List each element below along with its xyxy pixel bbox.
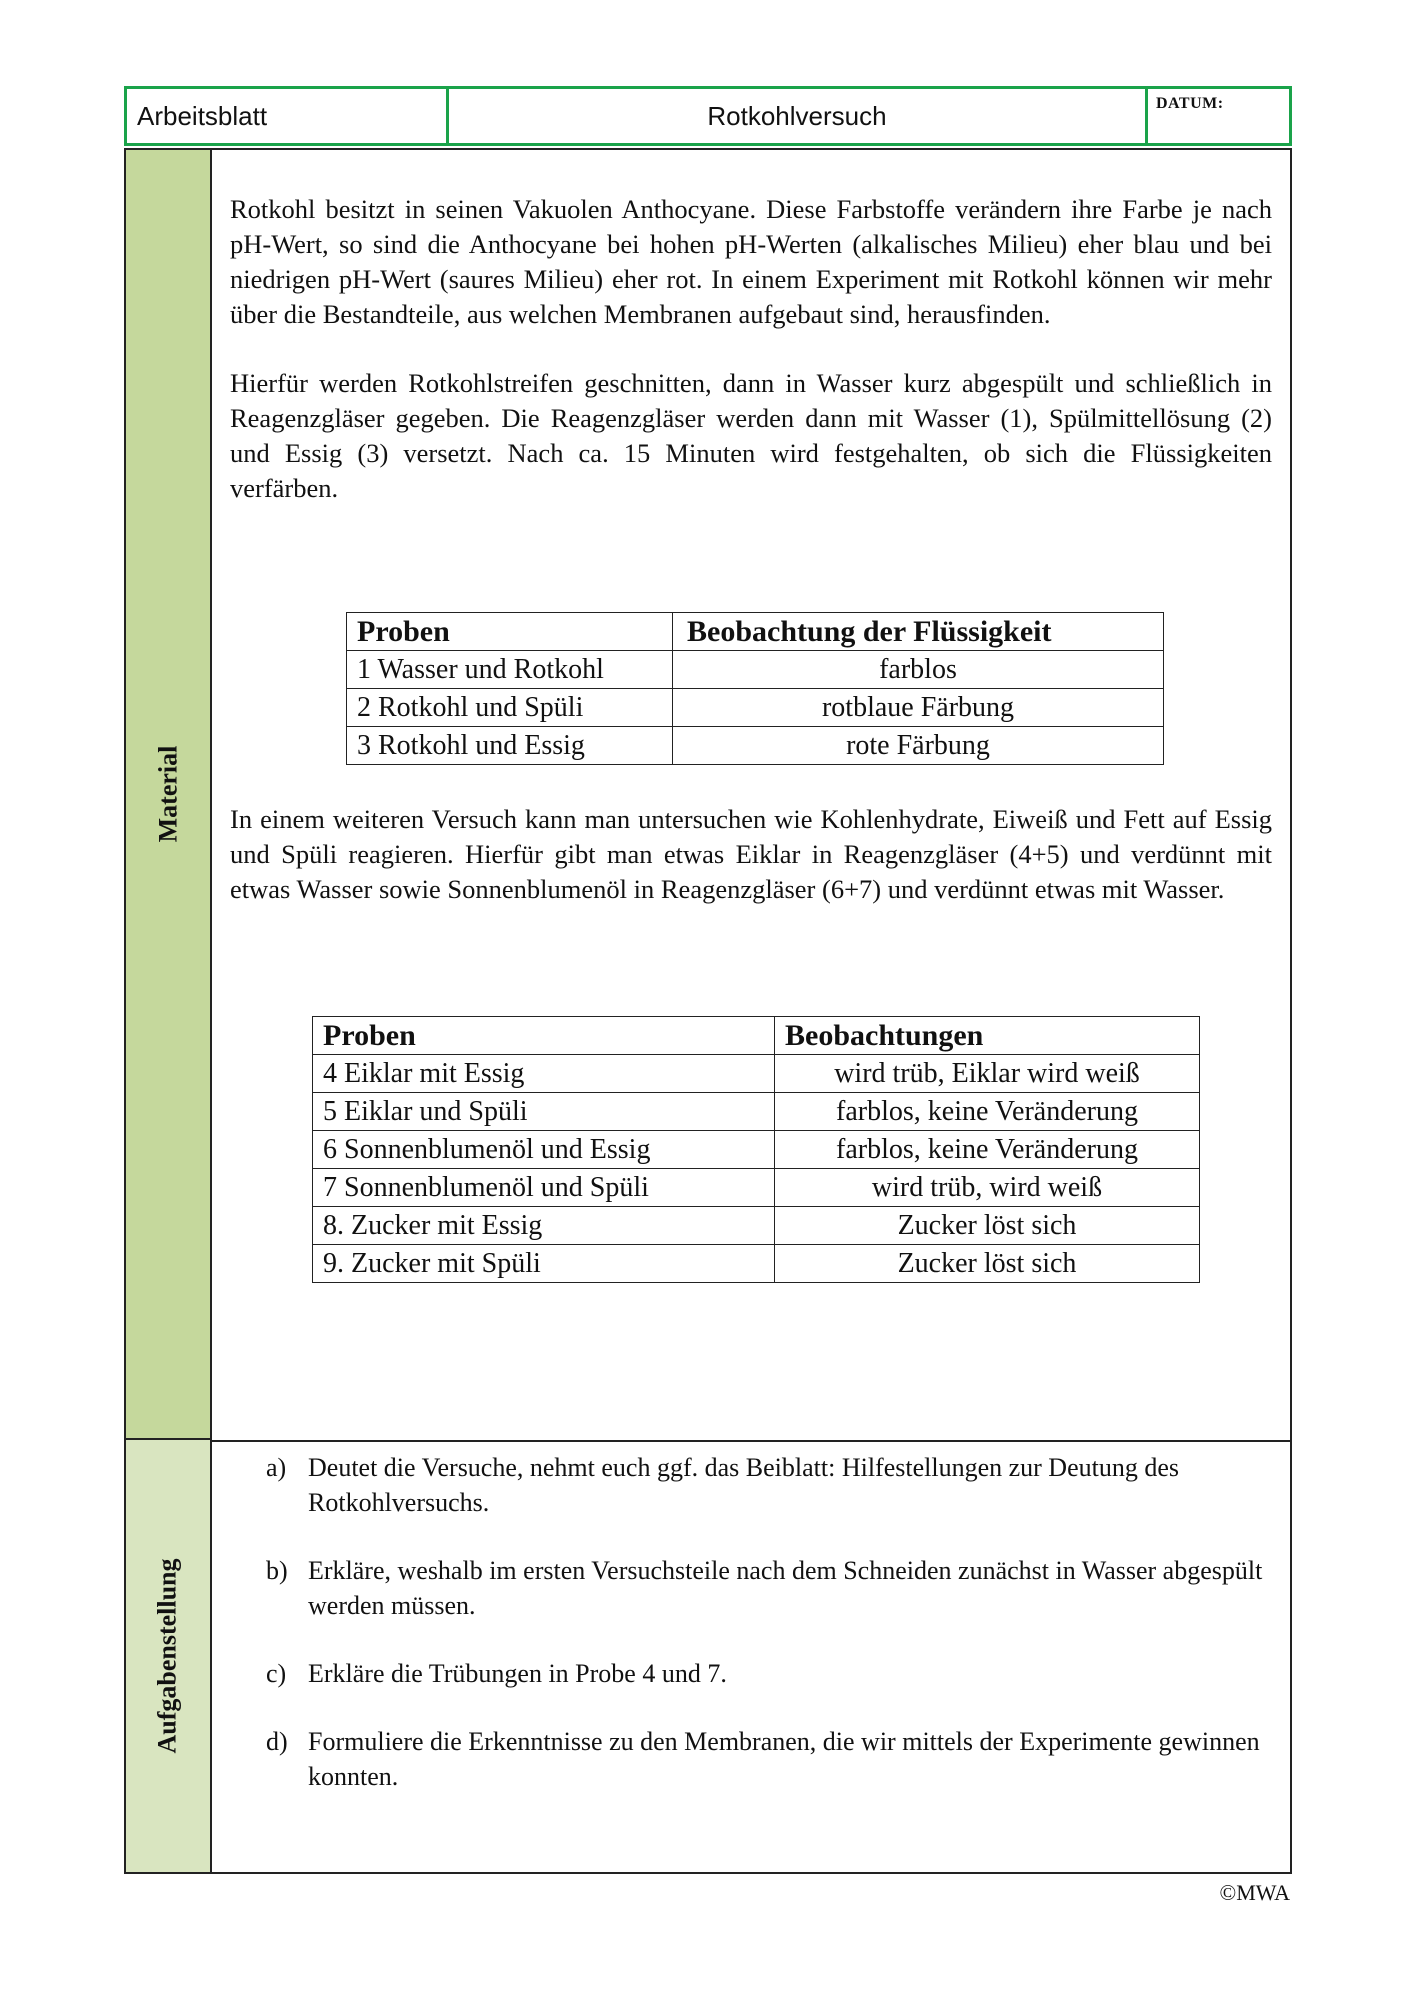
task-item	[266, 1656, 1266, 1691]
table-cell: farblos, keine Veränderung	[775, 1093, 1200, 1131]
paragraph-procedure: Hierfür werden Rotkohlstreifen geschnitten, dann in Wasser kurz abgespült und schließlich in Reagenzgläser gegeben. Die Reagenzgläser werden dann mit Wasser (1), Spülmittellösung (2) und Essig (3) versetzt. Nach ca. 15 Minuten wird festgehalten, ob sich die Flüssigkeiten verfärben.	[230, 368, 1272, 503]
aufgabe-sidebar	[126, 1440, 212, 1872]
table-row	[347, 651, 1164, 689]
observation-table-1	[346, 612, 1164, 765]
table-header: Proben	[313, 1017, 775, 1055]
table-cell: Zucker löst sich	[775, 1207, 1200, 1245]
table-cell: 3 Rotkohl und Essig	[347, 727, 673, 765]
task-text: Erkläre, weshalb im ersten Versuchsteile nach dem Schneiden zunächst in Wasser abgespült werden müssen.	[308, 1556, 1263, 1620]
table-cell: 6 Sonnenblumenöl und Essig	[313, 1131, 775, 1169]
table-row	[313, 1055, 1200, 1093]
paragraph-intro: Rotkohl besitzt in seinen Vakuolen Anthocyane. Diese Farbstoffe verändern ihre Farbe je nach pH-Wert, so sind die Anthocyane bei hohen pH-Werten (alkalisches Milieu) eher blau und bei niedrigen pH-Wert (saures Milieu) eher rot. In einem Experiment mit Rotkohl können wir mehr über die Bestandteile, aus welchen Membranen aufgebaut sind, herausfinden.	[230, 194, 1272, 329]
table-row	[347, 727, 1164, 765]
copyright-footer: ©MWA	[1219, 1880, 1290, 1905]
table-header: Beobachtung der Flüssigkeit	[673, 613, 1164, 651]
task-text: Erkläre die Trübungen in Probe 4 und 7.	[308, 1659, 727, 1688]
table-cell: 4 Eiklar mit Essig	[313, 1055, 775, 1093]
observation-table-2	[312, 1016, 1200, 1283]
table-header-row	[347, 613, 1164, 651]
aufgabe-label: Aufgabenstellung	[153, 1558, 183, 1754]
task-label: b)	[266, 1556, 288, 1585]
table-row	[313, 1245, 1200, 1283]
worksheet-type: Arbeitsblatt	[127, 89, 449, 143]
material-text-top	[230, 192, 1272, 540]
material-text-bottom	[230, 802, 1272, 941]
table-header: Proben	[347, 613, 673, 651]
table-cell: farblos	[673, 651, 1164, 689]
task-label: c)	[266, 1659, 287, 1688]
material-label: Material	[153, 745, 183, 843]
table-cell: 7 Sonnenblumenöl und Spüli	[313, 1169, 775, 1207]
table-cell: 9. Zucker mit Spüli	[313, 1245, 775, 1283]
table-header-row	[313, 1017, 1200, 1055]
table-cell: 2 Rotkohl und Spüli	[347, 689, 673, 727]
section-divider	[212, 1440, 1290, 1442]
task-item	[266, 1450, 1266, 1520]
table-cell: 8. Zucker mit Essig	[313, 1207, 775, 1245]
table-cell: rotblaue Färbung	[673, 689, 1164, 727]
table-row	[313, 1093, 1200, 1131]
paragraph-second-experiment: In einem weiteren Versuch kann man untersuchen wie Kohlenhydrate, Eiweiß und Fett auf Essig und Spüli reagieren. Hierfür gibt man etwas Eiklar in Reagenzgläser (4+5) und verdünnt mit etwas Wasser sowie Sonnenblumenöl in Reagenzgläser (6+7) und verdünnt etwas mit Wasser.	[230, 804, 1272, 904]
table-cell: 5 Eiklar und Spüli	[313, 1093, 775, 1131]
table-cell: wird trüb, Eiklar wird weiß	[775, 1055, 1200, 1093]
date-field: DATUM:	[1156, 95, 1224, 112]
task-item	[266, 1553, 1266, 1623]
table-row	[313, 1169, 1200, 1207]
task-label: d)	[266, 1727, 288, 1756]
worksheet-title: Rotkohlversuch	[449, 89, 1148, 143]
table-row	[347, 689, 1164, 727]
material-sidebar	[126, 150, 212, 1440]
table-cell: 1 Wasser und Rotkohl	[347, 651, 673, 689]
table-cell: wird trüb, wird weiß	[775, 1169, 1200, 1207]
worksheet-frame	[124, 148, 1292, 1874]
task-label: a)	[266, 1453, 287, 1482]
table-row	[313, 1207, 1200, 1245]
table-cell: rote Färbung	[673, 727, 1164, 765]
task-item	[266, 1724, 1266, 1794]
task-text: Deutet die Versuche, nehmt euch ggf. das Beiblatt: Hilfestellungen zur Deutung des Rotkohlversuchs.	[308, 1453, 1179, 1517]
table-cell: Zucker löst sich	[775, 1245, 1200, 1283]
table-row	[313, 1131, 1200, 1169]
worksheet-header	[124, 86, 1292, 146]
task-list	[266, 1450, 1266, 1827]
task-text: Formuliere die Erkenntnisse zu den Membranen, die wir mittels der Experimente gewinnen konnten.	[308, 1727, 1260, 1791]
table-header: Beobachtungen	[775, 1017, 1200, 1055]
table-cell: farblos, keine Veränderung	[775, 1131, 1200, 1169]
